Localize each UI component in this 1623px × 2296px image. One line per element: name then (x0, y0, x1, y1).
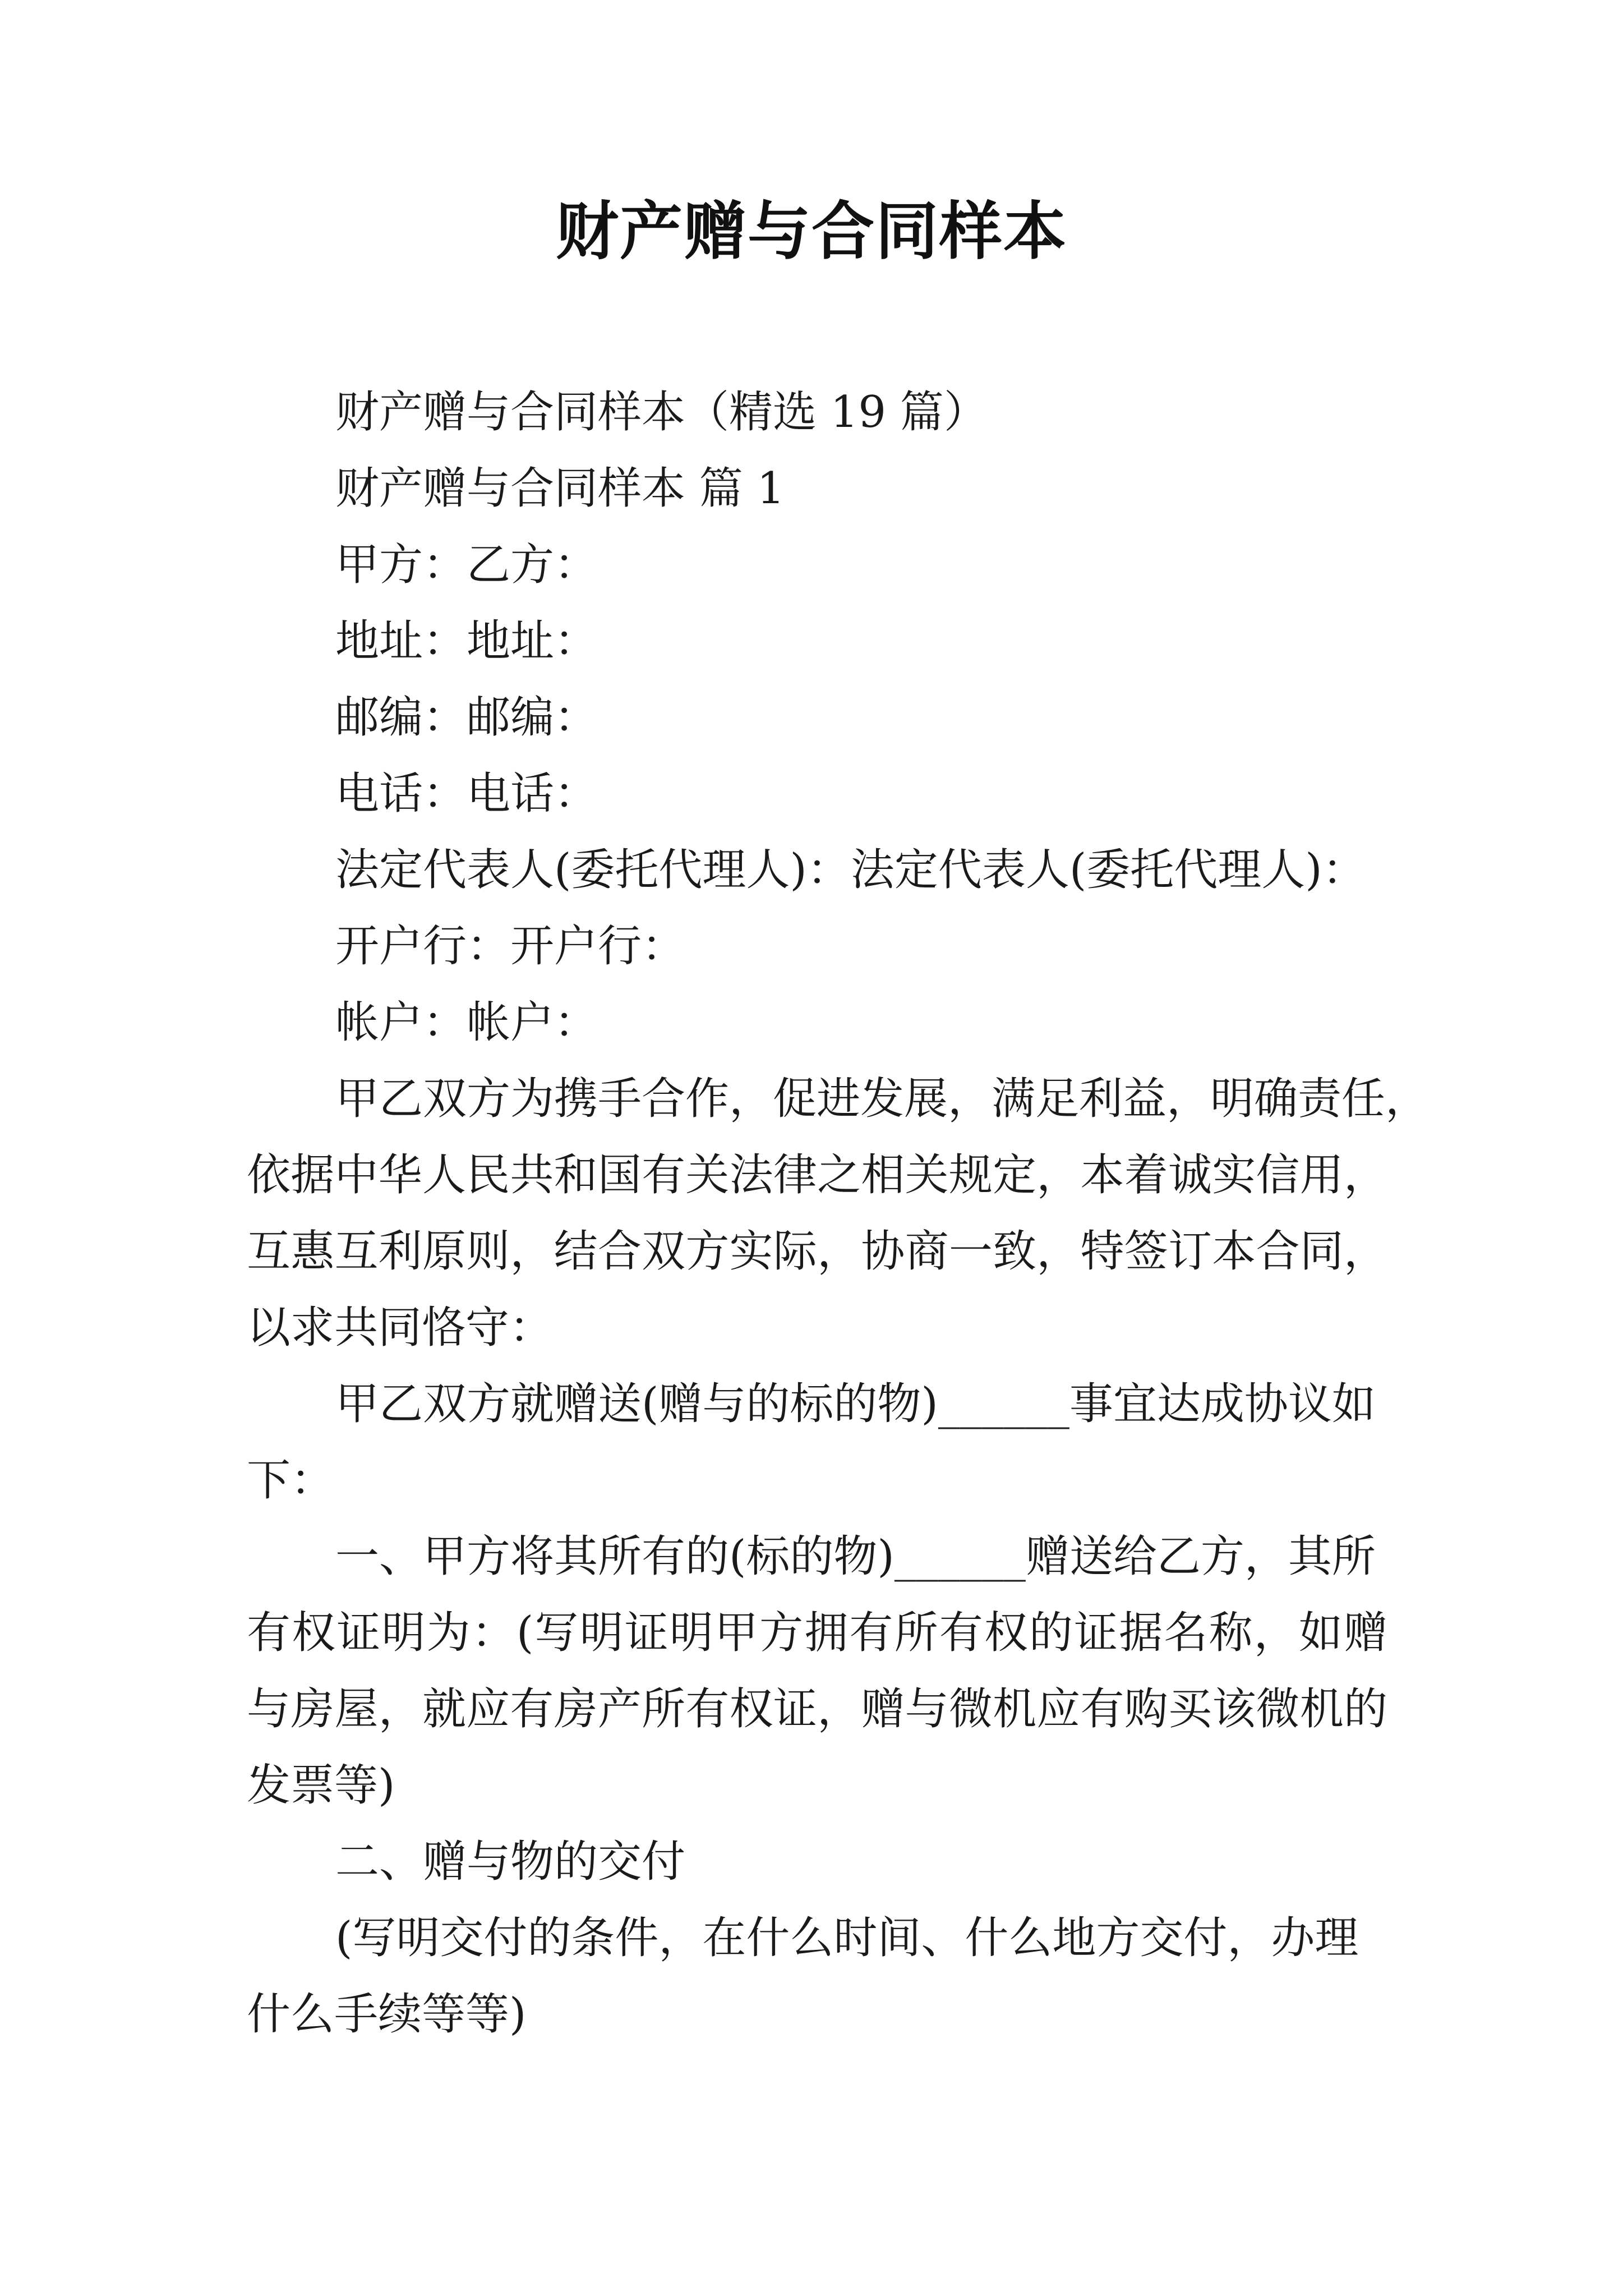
clause-one-line: 有权证明为：(写明证明甲方拥有所有权的证据名称，如赠 (247, 1608, 1387, 1658)
clause-one-line: 发票等) (247, 1760, 395, 1811)
agreement-line: 下： (247, 1455, 335, 1506)
preamble-line: 以求共同恪守： (247, 1303, 554, 1353)
address-field: 地址：地址： (335, 616, 598, 666)
preamble-line: 甲乙双方为携手合作，促进发展，满足利益，明确责任， (335, 1074, 1430, 1124)
clause-two-line: (写明交付的条件，在什么时间、什么地方交付，办理 (335, 1913, 1359, 1963)
party-labels: 甲方：乙方： (335, 540, 598, 590)
clause-two-heading: 二、赠与物的交付 (335, 1837, 686, 1887)
clause-two-line: 什么手续等等) (247, 1989, 527, 2040)
document-subtitle: 财产赠与合同样本（精选 19 篇） (335, 387, 988, 438)
agreement-line: 甲乙双方就赠送(赠与的标的物)______事宜达成协议如 (335, 1379, 1376, 1429)
phone-field: 电话：电话： (335, 769, 598, 819)
preamble-line: 互惠互利原则，结合双方实际，协商一致，特签订本合同， (247, 1226, 1387, 1277)
bank-field: 开户行：开户行： (335, 921, 686, 972)
section-heading: 财产赠与合同样本 篇 1 (335, 463, 785, 514)
clause-one-line: 一、甲方将其所有的(标的物)______赠送给乙方，其所 (335, 1531, 1376, 1582)
clause-one-line: 与房屋，就应有房产所有权证，赠与微机应有购买该微机的 (247, 1684, 1387, 1734)
legal-representative-field: 法定代表人(委托代理人)：法定代表人(委托代理人)： (335, 845, 1366, 895)
preamble-line: 依据中华人民共和国有关法律之相关规定，本着诚实信用， (247, 1150, 1387, 1200)
document-title: 财产赠与合同样本 (556, 195, 1067, 268)
postcode-field: 邮编：邮编： (335, 692, 598, 743)
account-field: 帐户：帐户： (335, 997, 598, 1048)
